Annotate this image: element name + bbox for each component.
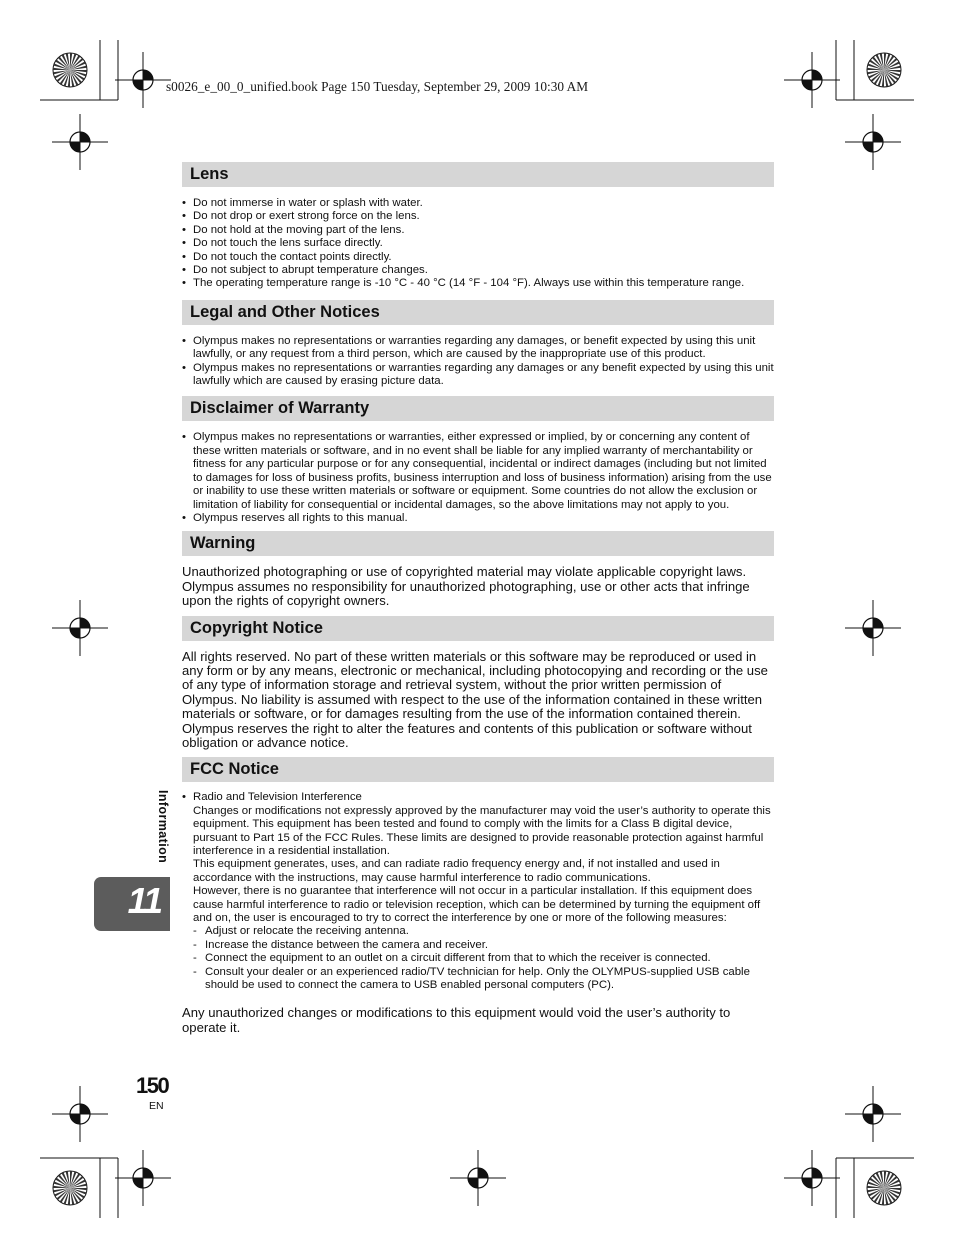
- chapter-number: 11: [127, 880, 161, 921]
- list-item: • Olympus makes no representations or warranties regarding any damages, or benefit expected by using this unit lawfully, or any request from a third person, which are caused by the inappropriate use of this product.: [182, 335, 774, 362]
- fcc-paragraph: Changes or modifications not expressly approved by the manufacturer may void the user’s authority to operate this equipment. This equipment has been tested and found to comply with the limits for a Class B digital device, pursuant to Part 15 of the FCC Rules. These limits are designed to provide reasonable protection against harmful interference in a residential installation.: [193, 804, 771, 857]
- copyright-text: All rights reserved. No part of these written materials or this software may be reproduced or used in any form or by any means, electronic or mechanical, including photocopying and recording or the use of any type of information storage and retrieval system, without the prior written permission of Olympus. No liability is assumed with respect to the use of the information contained in these written materials or software, or for damages resulting from the use of the information contained therein. Olympus reserves the right to alter the features and contents of this publication or software without obligation or advance notice.: [182, 648, 768, 750]
- fcc-paragraph: However, there is no guarantee that interference will not occur in a particular installation. If this equipment does cause harmful interference to radio or television reception, which can be determined by turning the equipment off and on, the user is encouraged to try to correct the interference by one or more of the following measures:: [193, 885, 761, 925]
- fcc-paragraph: This equipment generates, uses, and can radiate radio frequency energy and, if not installed and used in accordance with the instructions, may cause harmful interference to radio communications.: [193, 858, 720, 884]
- warning-heading: Warning: [182, 531, 774, 556]
- measure-item: - Increase the distance between the camera and receiver.: [193, 939, 774, 952]
- fcc-list: [182, 791, 774, 992]
- measure-item: - Consult your dealer or an experienced radio/TV technician for help. Only the OLYMPUS-supplied USB cable should be used to connect the camera to USB enabled personal computers (PC).: [193, 966, 774, 993]
- list-item: [182, 791, 774, 992]
- lens-list: [182, 197, 774, 291]
- list-item: • Do not subject to abrupt temperature changes.: [182, 264, 774, 277]
- print-header: s0026_e_00_0_unified.book Page 150 Tuesday, September 29, 2009 10:30 AM: [166, 79, 589, 94]
- list-item: • Do not touch the lens surface directly.: [182, 237, 774, 250]
- page-content: [182, 162, 774, 1035]
- fcc-heading: FCC Notice: [182, 757, 774, 782]
- fcc-measures-list: [193, 925, 774, 992]
- legal-list: [182, 335, 774, 389]
- copyright-heading: Copyright Notice: [182, 616, 774, 641]
- fcc-item-title: • Radio and Television Interference: [193, 791, 362, 804]
- disclaimer-heading: Disclaimer of Warranty: [182, 396, 774, 421]
- list-item: • Do not drop or exert strong force on the lens.: [182, 210, 774, 223]
- list-item: • Olympus makes no representations or warranties regarding any damages or any benefit expected by using this unit lawfully which are caused by erasing picture data.: [182, 362, 774, 389]
- list-item: • Do not immerse in water or splash with water.: [182, 197, 774, 210]
- lens-heading: Lens: [182, 162, 774, 187]
- page-number: 150: [136, 1073, 169, 1098]
- page-language: EN: [149, 1100, 164, 1112]
- list-item: • Do not touch the contact points directly.: [182, 251, 774, 264]
- list-item: • Olympus reserves all rights to this manual.: [182, 512, 774, 525]
- list-item: • The operating temperature range is -10 °C - 40 °C (14 °F - 104 °F). Always use within this temperature range.: [182, 277, 774, 290]
- measure-item: - Adjust or relocate the receiving antenna.: [193, 925, 774, 938]
- disclaimer-list: [182, 431, 774, 525]
- fcc-closing-text: Any unauthorized changes or modifications to this equipment would void the user’s authority to operate it.: [182, 1005, 731, 1035]
- list-item: • Olympus makes no representations or warranties, either expressed or implied, by or concerning any content of these written materials or software, and in no event shall be liable for any implied warranty of merchantability or fitness for any particular purpose or for any consequential, incidental or indirect damages (including but not limited to damages for loss of business profits, business interruption and loss of business information) arising from the use or inability to use these written materials or software or equipment. Some countries do not allow the exclusion or limitation of liability for consequential or incidental damages, so the above limitations may not apply to you.: [182, 431, 774, 511]
- warning-text: Unauthorized photographing or use of copyrighted material may violate applicable copyright laws. Olympus assumes no responsibility for unauthorized photographing, use or other acts that infringe upon the rights of copyright owners.: [182, 564, 750, 609]
- measure-item: - Connect the equipment to an outlet on a circuit different from that to which the receiver is connected.: [193, 952, 774, 965]
- legal-heading: Legal and Other Notices: [182, 300, 774, 325]
- chapter-tab: [94, 877, 170, 931]
- section-side-label: Information: [156, 790, 170, 864]
- list-item: • Do not hold at the moving part of the lens.: [182, 224, 774, 237]
